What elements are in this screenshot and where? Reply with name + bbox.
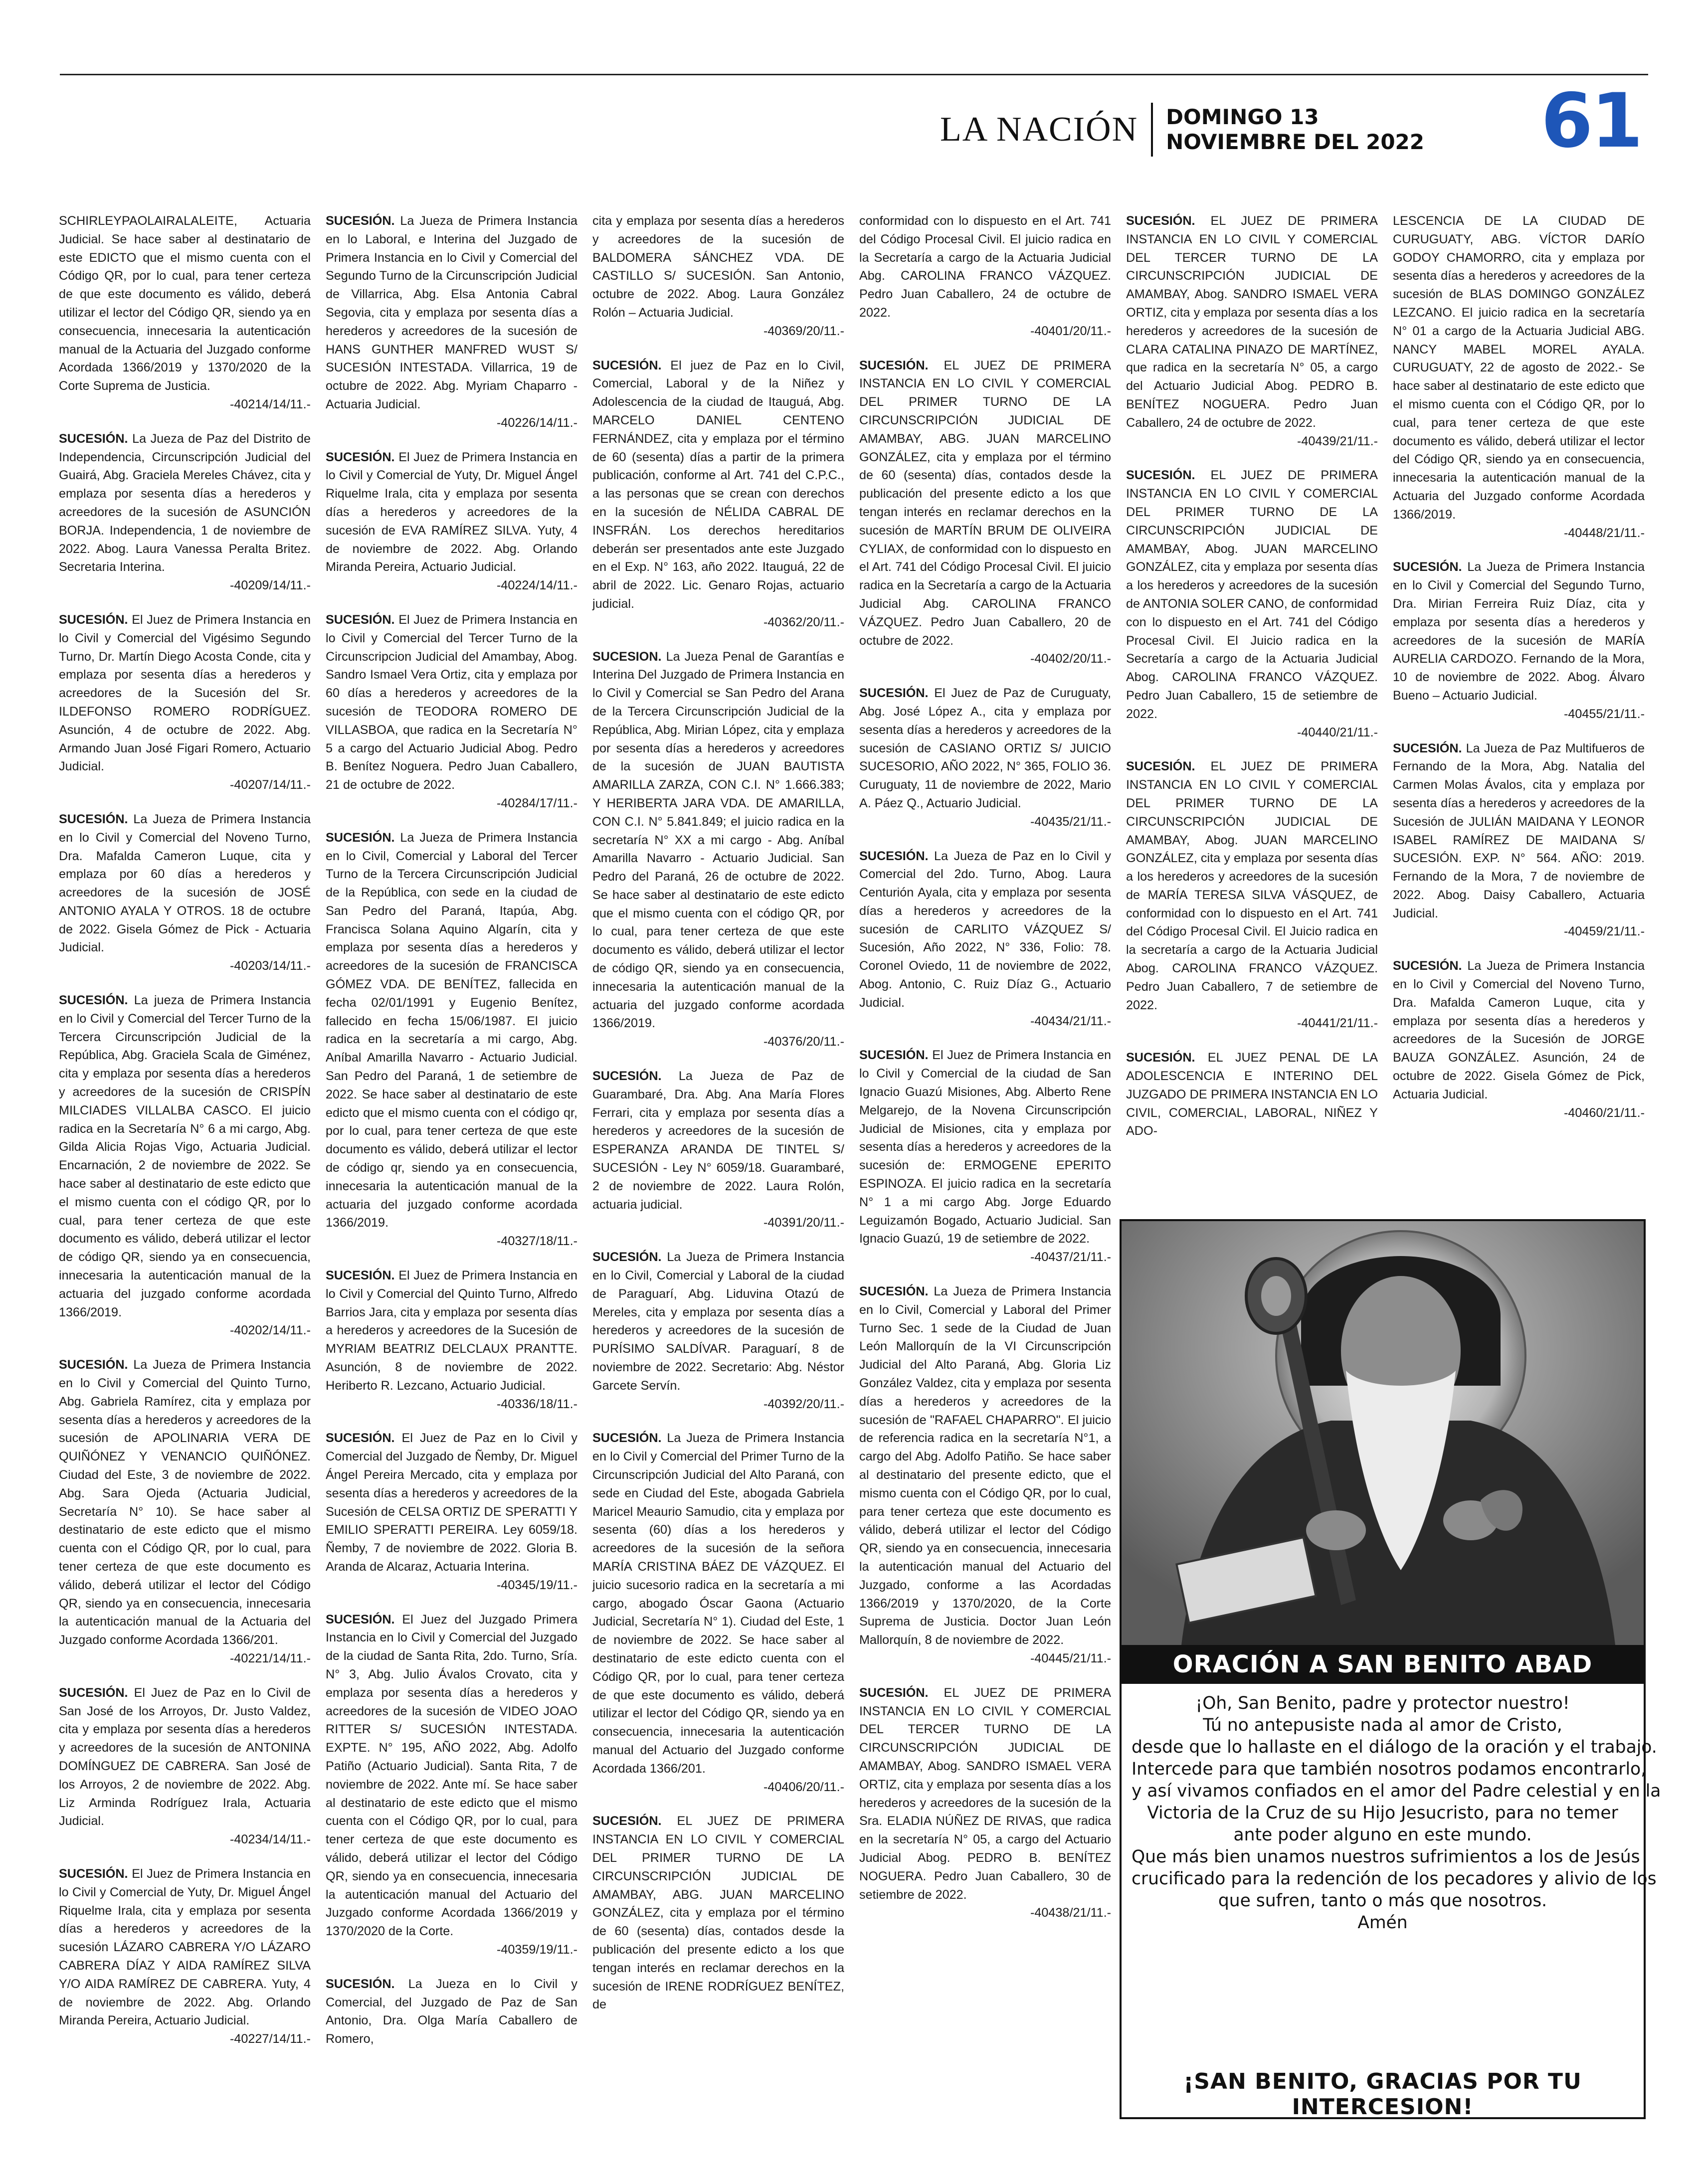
notice-keyword: SUCESIÓN. [592,1069,662,1084]
legal-notice [592,1812,844,2014]
notice-body: La Jueza Penal de Garantías e Interina Del Juzgado de Primera Instancia en lo Civil y Comercial se San Pedro del Arana de la Tercera Circunscripción Judicial de la República, Abg. Mirian López, cita y emplaza por sesenta días a herederos y acreedores de la sucesión de JUAN BAUTISTA AMARILLA ZARZA, CON C.I. N° 1.666.383; Y HERIBERTA JARA VDA. DE AMARILLA, CON C.I. N° 5.841.849; el juicio radica en la secretaría N° XX a mi cargo - Abg. Aníbal Amarilla Navarro - Actuario Judicial. San Pedro del Paraná, 26 de octubre de 2022. Se hace saber al destinatario de este edicto que el mismo cuenta con el código QR, por lo cual, para tener certeza de que este documento es válido, deberá utilizar el lector de código QR, siendo ya en consecuencia, innecesaria la autenticación manual de la actuaria del juzgado conforme acordada 1366/2019. [592,649,844,1031]
notice-body: EL JUEZ DE PRIMERA INSTANCIA EN LO CIVIL Y COMERCIAL DEL TERCER TURNO DE LA CIRCUNSCRIPCIÓN JUDICIAL DE AMAMBAY, Abog. SANDRO ISMAEL VERA ORTIZ, cita y emplaza por sesenta días a los herederos y acreedores de la sucesión de CLARA CATALINA PINAZO DE MARTÍNEZ, que radica en la secretaría N° 05, a cargo del Actuario Judicial Abog. PEDRO B. BENÍTEZ NOGUERA. Pedro Juan Caballero, 24 de octubre de 2022. [1126,214,1378,430]
column-6 [1393,212,1645,1138]
legal-notice [859,684,1111,831]
notice-keyword: SUCESIÓN. [326,214,395,228]
notice-keyword: SUCESIÓN. [859,1284,929,1299]
notice-keyword: SUCESIÓN. [326,1269,395,1283]
notice-body: EL JUEZ PENAL DE LA ADOLESCENCIA E INTERINO DEL JUZGADO DE PRIMERA INSTANCIA EN LO CIVIL, COMERCIAL, LABORAL, NIÑEZ Y ADO- [1126,1051,1378,1138]
notice-body: El Juez de Paz en lo Civil y Comercial del Juzgado de Ñemby, Dr. Miguel Ángel Pereira Mercado, cita y emplaza por sesenta días a herederos y acreedores de la Sucesión de CELSA ORTIZ DE SPERATTI Y EMILIO SPERATTI PEREIRA. Ley 6059/18. Ñemby, 7 de noviembre de 2022. Gloria B. Aranda de Alcaraz, Actuaria Interina. [326,1431,577,1574]
notice-body: EL JUEZ DE PRIMERA INSTANCIA EN LO CIVIL Y COMERCIAL DEL PRIMER TURNO DE LA CIRCUNSCRIPCIÓN JUDICIAL DE AMAMBAY, ABG. JUAN MARCELINO GONZÁLEZ, cita y emplaza por el término de 60 (sesenta) días, contados desde la publicación del presente edicto a los que tengan interés en reclamar derechos en la sucesión de MARTÍN BRUM DE OLIVEIRA CYLIAX, de conformidad con lo dispuesto en el Art. 741 del Código Procesal Civil. El juicio radica en la Secretaría a cargo de la Actuaria Judicial Abg. CAROLINA FRANCO VÁZQUEZ. Pedro Juan Caballero, 20 de octubre de 2022. [859,358,1111,648]
legal-notice [1126,466,1378,741]
notice-reference: -40376/20/11.- [763,1035,844,1049]
notice-reference: -40227/14/11.- [230,2032,311,2046]
legal-notice [59,991,311,1340]
notice-body: El Juez de Primera Instancia en lo Civil y Comercial de Yuty, Dr. Miguel Ángel Riquelme Irala, cita y emplaza por sesenta días a herederos y acreedores de la sucesión LÁZARO CABRERA Y/O LÁZARO CABRERA DÍAZ Y AIDA RAMÍREZ SILVA Y/O AIDA RAMÍREZ DE CABRERA. Yuty, 4 de noviembre de 2022. Abg. Orlando Miranda Pereira, Actuario Judicial. [59,1866,311,2028]
notice-keyword: SUCESIÓN. [859,1048,929,1063]
notice-body: El Juez de Paz de Curuguaty, Abg. José López A., cita y emplaza por sesenta días a herederos y acreedores de la sucesión de CASIANO ORTIZ S/ JUICIO SUCESORIO, AÑO 2022, N° 365, FOLIO 36. Curuguaty, 11 de noviembre de 2022, Mario A. Páez Q., Actuario Judicial. [859,686,1111,810]
notice-body: La Jueza en lo Civil y Comercial, del Juzgado de Paz de San Antonio, Dra. Olga María Caballero de Romero, [326,1977,577,2046]
notice-reference: -40434/21/11.- [1030,1014,1111,1028]
legal-notice [326,611,577,813]
notice-reference: -40214/14/11.- [230,397,311,411]
prayer-title: ORACIÓN A SAN BENITO ABAD [1122,1645,1644,1684]
notice-reference: -40402/20/11.- [1030,652,1111,666]
prayer-line: que sufren, tanto o más que nosotros. [1218,1891,1547,1911]
legal-notice [592,1067,844,1232]
notice-reference: -40459/21/11.- [1564,924,1645,939]
prayer-line: ¡Oh, San Benito, padre y protector nuestro! [1195,1693,1570,1713]
notice-body: cita y emplaza por sesenta días a herederos y acreedores de la sucesión de BALDOMERA SÁNCHEZ VDA. DE CASTILLO S/ SUCESIÓN. San Antonio, octubre de 2022. Abog. Laura González Rolón – Actuaria Judicial. [592,214,844,320]
notice-body: La Jueza de Primera Instancia en lo Laboral, e Interina del Juzgado de Primera Instancia en lo Civil y Comercial del Segundo Turno de la Circunscripción Judicial de Villarrica, Abg. Elsa Antonia Cabral Segovia, cita y emplaza por sesenta días a herederos y acreedores de la sucesión de HANS GUNTHER MANFRED WUST S/ SUCESIÓN INTESTADA. Villarrica, 19 de octubre de 2022. Abg. Myriam Chaparro - Actuaria Judicial. [326,214,577,411]
header-rule [60,74,1648,75]
notice-keyword: SUCESIÓN. [1126,759,1195,774]
notice-keyword: SUCESIÓN. [59,431,128,446]
notice-reference: -40327/18/11.- [497,1234,577,1249]
notice-body: EL JUEZ DE PRIMERA INSTANCIA EN LO CIVIL Y COMERCIAL DEL PRIMER TURNO DE LA CIRCUNSCRIPCIÓN JUDICIAL DE AMAMBAY, Abog. JUAN MARCELINO GONZÁLEZ, cita y emplaza por sesenta días a los herederos y acreedores de la sucesión de MARÍA TERESA SILVA VÁSQUEZ, de conformidad con lo dispuesto en el Art. 741 del Código Procesal Civil. El Juicio radica en la secretaría a cargo de la Actuaria Judicial Abog. CAROLINA FRANCO VÁZQUEZ. Pedro Juan Caballero, 7 de setiembre de 2022. [1126,759,1378,1012]
notice-body: La Jueza de Primera Instancia en lo Civil y Comercial del Noveno Turno, Dra. Mafalda Cameron Luque, cita y emplaza por sesenta días a herederos y acreedores de la Sucesión de JORGE BAUZA GONZÁLEZ. Asunción, 24 de octubre de 2022. Gisela Gómez de Pick, Actuaria Judicial. [1393,959,1645,1101]
notice-reference: -40435/21/11.- [1030,814,1111,829]
notice-reference: -40234/14/11.- [230,1832,311,1847]
legal-notice [59,810,311,975]
notice-reference: -40401/20/11.- [1030,324,1111,338]
notice-reference: -40362/20/11.- [763,615,844,629]
notice-keyword: SUCESIÓN. [326,1977,395,1991]
legal-notice [59,1865,311,2048]
page-number: 61 [1541,78,1641,165]
legal-notice [59,1356,311,1668]
notice-body: SCHIRLEYPAOLAIRALALEITE, Actuaria Judicial. Se hace saber al destinatario de este EDICTO que el mismo cuenta con el Código QR, por lo cual, para tener certeza de que este documento es válido, deberá utilizar el lector del Código QR, siendo ya en consecuencia, innecesaria la autenticación manual de la Actuaria del Juzgado conforme Acordada 1366/2019 y 1370/2020 de la Corte Suprema de Justicia. [59,214,311,393]
notice-reference: -40369/20/11.- [763,324,844,338]
notice-body: El Juez de Primera Instancia en lo Civil y Comercial del Tercer Turno de la Circunscripcion Judicial del Amambay, Abog. Sandro Ismael Vera Ortiz, cita y emplaza por 60 días a herederos y acreedores de la sucesión de TEODORA ROMERO DE VILLASBOA, que radica en la Secretaría N° 5 a cargo del Actuario Judicial Abog. Pedro B. Benítez Noguera. Pedro Juan Caballero, 21 de octubre de 2022. [326,612,577,792]
legal-notice [1126,212,1378,450]
saint-benedict-image [1122,1221,1644,1645]
notice-reference: -40202/14/11.- [230,1323,311,1338]
legal-notice [59,611,311,794]
prayer-line: ante poder alguno en este mundo. [1233,1825,1532,1845]
notice-keyword: SUCESIÓN. [859,849,929,863]
notice-body: EL JUEZ DE PRIMERA INSTANCIA EN LO CIVIL Y COMERCIAL DEL PRIMER TURNO DE LA CIRCUNSCRIPCIÓN JUDICIAL DE AMAMBAY, ABG. JUAN MARCELINO GONZÁLEZ, cita y emplaza por el término de 60 (sesenta) días, contados desde la publicación del presente edicto a los que tengan interés en reclamar derechos en la sucesión de IRENE RODRÍGUEZ BENÍTEZ, de [592,1814,844,2012]
notice-reference: -40336/18/11.- [497,1397,577,1411]
notice-keyword: SUCESIÓN. [859,686,929,701]
notice-reference: -40359/19/11.- [497,1942,577,1957]
notice-reference: -40284/17/11.- [497,796,577,810]
legal-notice [859,847,1111,1031]
legal-notice [1393,957,1645,1122]
notice-reference: -40224/14/11.- [497,578,577,593]
notice-body: La Jueza de Paz de Guarambaré, Dra. Abg. Ana María Flores Ferrari, cita y emplaza por sesenta días a herederos y acreedores de la sucesión de ESPERANZA ARANDA DE TINTEL S/ SUCESIÓN - Ley N° 6059/18. Guarambaré, 2 de noviembre de 2022. Laura Rolón, actuaria judicial. [592,1069,844,1212]
notice-body: La Jueza de Primera Instancia en lo Civil, Comercial y Laboral de la ciudad de Paraguarí, Abg. Liduvina Otazú de Mereles, cita y emplaza por sesenta días a herederos y acreedores de la sucesión de PURÍSIMO SALDÍVAR. Paraguarí, 8 de noviembre de 2022. Secretario: Abg. Néstor Garcete Servín. [592,1250,844,1393]
notice-reference: -40203/14/11.- [230,959,311,973]
prayer-line: Intercede para que también nosotros podamos encontrarlo, [1132,1759,1647,1779]
column-2 [326,212,577,2064]
notice-reference: -40440/21/11.- [1297,725,1378,739]
legal-notice [592,1429,844,1796]
notice-keyword: SUCESIÓN. [59,1866,128,1881]
notice-keyword: SUCESIÓN. [1126,214,1195,228]
notice-keyword: SUCESIÓN. [592,1250,662,1265]
notice-body: El Juez de Primera Instancia en lo Civil y Comercial de la ciudad de San Ignacio Guazú Misiones, Abg. Alberto Rene Melgarejo, de la Novena Circunscripción Judicial de Misiones, cita y emplaza por sesenta días a herederos y acreedores de la sucesión de: ERMOGENE EPERITO ESPINOZA. El juicio radica en la secretaría N° 1 a mi cargo Abg. Jorge Eduardo Leguizamón Bogado, Actuario Judicial. San Ignacio Guazú, 19 de setiembre de 2022. [859,1048,1111,1246]
prayer-line: Tú no antepusiste nada al amor de Cristo, [1203,1715,1562,1735]
masthead-divider [1151,103,1153,157]
notice-body: El Juez del Juzgado Primera Instancia en lo Civil y Comercial del Juzgado de la ciudad de Santa Rita, 2do. Turno, Sría. N° 3, Abg. Julio Ávalos Crovato, cita y emplaza por sesenta días a herederos y acreedores de la sucesión de VIDEO JOAO RITTER S/ SUCESIÓN INTESTADA. EXPTE. N° 195, AÑO 2022, Abg. Adolfo Patiño (Actuario Judicial). Santa Rita, 7 de noviembre de 2022. Ante mí. Se hace saber al destinatario de este edicto que el mismo cuenta con el Código QR, por lo cual, para tener certeza de que este documento es válido, deberá utilizar el lector del Código QR, siendo ya en consecuencia, innecesaria la autenticación manual del Actuario del Juzgado conforme Acordada 1366/2019 y 1370/2020 de la Corte. [326,1612,577,1939]
column-3 [592,212,844,2030]
legal-notice [59,212,311,414]
legal-notice [1393,739,1645,941]
legal-notice [59,430,311,595]
notice-body: El Juez de Primera Instancia en lo Civil y Comercial del Quinto Turno, Alfredo Barrios Jara, cita y emplaza por sesenta días a herederos y acreedores de la Sucesión de MYRIAM BEATRIZ DELCLAUX PRANTTE. Asunción, 8 de noviembre de 2022. Heriberto R. Lezcano, Actuario Judicial. [326,1269,577,1393]
notice-reference: -40439/21/11.- [1297,434,1378,448]
notice-keyword: SUCESIÓN. [1393,741,1462,755]
legal-notice [859,1046,1111,1267]
notice-body: La Jueza de Paz en lo Civil y Comercial del 2do. Turno, Abog. Laura Centurión Ayala, cita y emplaza por sesenta días a herederos y acreedores de la sucesión de CARLITO VÁZQUEZ S/ Sucesión, Año 2022, N° 336, Folio: 78. Coronel Oviedo, 11 de noviembre de 2022, Abog. Antonio, C. Ruiz Díaz G., Actuario Judicial. [859,849,1111,1010]
notice-keyword: SUCESIÓN. [59,812,128,826]
notice-keyword: SUCESIÓN. [859,1685,929,1700]
notice-reference: -40438/21/11.- [1030,1906,1111,1920]
notice-reference: -40406/20/11.- [763,1780,844,1794]
notice-keyword: SUCESION. [592,649,662,664]
legal-notice [592,212,844,341]
prayer-amen: Amén [1357,1913,1408,1933]
legal-notice [326,1611,577,1959]
notice-keyword: SUCESIÓN. [592,358,662,372]
masthead [940,102,1424,157]
legal-notice [1126,1049,1378,1140]
notice-body: LESCENCIA DE LA CIUDAD DE CURUGUATY, ABG. VÍCTOR DARÍO GODOY CHAMORRO, cita y emplaza por sesenta días a herederos y acreedores de la sucesión de BLAS DOMINGO GONZÁLEZ LEZCANO. El juicio radica en la secretaría N° 01 a cargo de la Actuaria Judicial ABG. NANCY MABEL MOREL AYALA. CURUGUATY, 22 de agosto de 2022.- Se hace saber al destinatario de este edicto que el mismo cuenta con el Código QR, por lo cual, para tener certeza de que este documento es válido, deberá utilizar el lector del Código QR, siendo ya en consecuencia, innecesaria la autenticación manual de la Actuaria del Juzgado conforme Acordada 1366/2019. [1393,214,1645,522]
notice-body: La Jueza de Paz del Distrito de Independencia, Circunscripción Judicial del Guairá, Abg. Graciela Mereles Chávez, cita y emplaza por sesenta días a herederos y acreedores de la sucesión de ASUNCIÓN BORJA. Independencia, 1 de noviembre de 2022. Abog. Laura Vanessa Peralta Britez. Secretaria Interina. [59,431,311,574]
prayer-closing: ¡SAN BENITO, GRACIAS POR TU INTERCESION! [1183,2069,1582,2120]
notice-reference: -40441/21/11.- [1297,1016,1378,1031]
notice-body: La Jueza de Primera Instancia en lo Civil y Comercial del Quinto Turno, Abg. Gabriela Ramírez, cita y emplaza por sesenta días a herederos y acreedores de la sucesión de APOLINARIA VERA DE QUIÑÓNEZ Y VENANCIO QUIÑÓNEZ. Ciudad del Este, 3 de noviembre de 2022. Abg. Sara Ojeda (Actuaria Judicial, Secretaría N° 10). Se hace saber al destinatario de este edicto que el mismo cuenta con el Código QR, por lo cual, para tener certeza de que este documento es válido, deberá utilizar el lector del Código QR, siendo ya en consecuencia, innecesaria la autenticación manual de la Actuaria del Juzgado conforme Acordada 1366/201. [59,1358,311,1647]
prayer-line: crucificado para la redención de los pecadores y alivio de los [1132,1869,1657,1889]
notice-reference: -40448/21/11.- [1564,526,1645,540]
legal-notice [326,448,577,595]
notice-keyword: SUCESIÓN. [59,1358,128,1372]
issue-date [1166,105,1424,155]
notice-body: conformidad con lo dispuesto en el Art. 741 del Código Procesal Civil. El juicio radica en la Secretaría a cargo de la Actuaria Judicial Abg. CAROLINA FRANCO VÁZQUEZ. Pedro Juan Caballero, 24 de octubre de 2022. [859,214,1111,320]
legal-notice [1393,558,1645,723]
notice-keyword: SUCESIÓN. [326,450,395,464]
notice-body: EL JUEZ DE PRIMERA INSTANCIA EN LO CIVIL Y COMERCIAL DEL TERCER TURNO DE LA CIRCUNSCRIPCIÓN JUDICIAL DE AMAMBAY, Abog. SANDRO ISMAEL VERA ORTIZ, cita y emplaza por sesenta días a los herederos y acreedores de la sucesión de la Sra. ELADIA NÚÑEZ DE RIVAS, que radica en la secretaría N° 05, a cargo del Actuario Judicial Abog. PEDRO B. BENÍTEZ NOGUERA. Pedro Juan Caballero, 30 de setiembre de 2022. [859,1685,1111,1902]
notice-reference: -40221/14/11.- [230,1651,311,1665]
legal-notice [592,648,844,1052]
notice-body: El Juez de Primera Instancia en lo Civil y Comercial de Yuty, Dr. Miguel Ángel Riquelme Irala, cita y emplaza por sesenta días a herederos y acreedores de la sucesión de EVA RAMÍREZ SILVA. Yuty, 4 de noviembre de 2022. Abg. Orlando Miranda Pereira, Actuario Judicial. [326,450,577,574]
prayer-line: desde que lo hallaste en el diálogo de la oración y el trabajo. [1132,1737,1657,1757]
prayer-line: y así vivamos confiados en el amor del Padre celestial y en la [1132,1781,1661,1801]
column-1 [59,212,311,2064]
notice-body: La Jueza de Primera Instancia en lo Civil y Comercial del Noveno Turno, Dra. Mafalda Cameron Luque, cita y emplaza por 60 días a herederos y acreedores de la sucesión de JOSÉ ANTONIO AYALA Y OTROS. 18 de octubre de 2022. Gisela Gómez de Pick - Actuaria Judicial. [59,812,311,955]
notice-reference: -40345/19/11.- [497,1578,577,1592]
notice-reference: -40445/21/11.- [1030,1651,1111,1665]
notice-body: El juez de Paz en lo Civil, Comercial, Laboral y de la Niñez y Adolescencia de la ciudad de Itauguá, Abg. MARCELO DANIEL CENTENO FERNÁNDEZ, cita y emplaza por el término de 60 (sesenta) días a partir de la primera publicación, conforme al Art. 741 del C.P.C., a las personas que se crean con derechos en la sucesión de NÉLIDA CABRAL DE INSFRÁN. Los derechos hereditarios deberán ser presentados ante este Juzgado en el Exp. N° 163, año 2022. Itauguá, 22 de abril de 2022. Lic. Genaro Rojas, actuario judicial. [592,358,844,611]
notice-reference: -40392/20/11.- [763,1397,844,1411]
notice-keyword: SUCESIÓN. [1393,560,1462,574]
prayer-line: Que más bien unamos nuestros sufrimientos a los de Jesús [1132,1847,1640,1867]
notice-reference: -40207/14/11.- [230,778,311,792]
notice-keyword: SUCESIÓN. [326,612,395,627]
notice-body: El Juez de Primera Instancia en lo Civil y Comercial del Vigésimo Segundo Turno, Dr. Martín Diego Acosta Conde, cita y emplaza por sesenta días a herederos y acreedores de la Sucesión del Sr. ILDEFONSO ROMERO RODRÍGUEZ. Asunción, 4 de octubre de 2022. Abg. Armando Juan José Figari Romero, Actuario Judicial. [59,612,311,774]
notice-body: La Jueza de Primera Instancia en lo Civil, Comercial y Laboral del Tercer Turno de la Tercera Circunscripción Judicial de la República, con sede en la ciudad de San Pedro del Paraná, Itapúa, Abg. Francisca Solana Aquino Algarín, cita y emplaza por sesenta días a herederos y acreedores de la sucesión de FRANCISCA GÓMEZ VDA. DE BENÍTEZ, fallecida en fecha 02/01/1991 y Eugenio Benítez, fallecido en fecha 15/06/1987. El juicio radica en la secretaría a mi cargo, Abg. Aníbal Amarilla Navarro - Actuario Judicial. San Pedro del Paraná, 1 de setiembre de 2022. Se hace saber al destinatario de este edicto que el mismo cuenta con el código qr, por lo cual, para tener certeza de que este documento es válido, deberá utilizar el lector de código qr, siendo ya en consecuencia, innecesaria la autenticación manual de la actuaria del juzgado conforme acordada 1366/2019. [326,830,577,1230]
notice-keyword: SUCESIÓN. [1126,468,1195,483]
notice-keyword: SUCESIÓN. [1126,1051,1195,1065]
notice-reference: -40460/21/11.- [1564,1105,1645,1120]
legal-notice [592,1248,844,1413]
legal-notice [59,1684,311,1849]
notice-body: La Jueza de Primera Instancia en lo Civil y Comercial del Segundo Turno, Dra. Mirian Ferreira Ruiz Díaz, cita y emplaza por sesenta días a herederos y acreedores de la sucesión de MARÍA AURELIA CARDOZO. Fernando de la Mora, 10 de noviembre de 2022. Abog. Álvaro Bueno – Actuario Judicial. [1393,560,1645,703]
legal-notice [326,212,577,432]
column-5 [1126,212,1378,1156]
legal-notice [592,357,844,632]
column-4 [859,212,1111,1938]
legal-notice [326,1975,577,2048]
notice-keyword: SUCESIÓN. [326,1612,395,1627]
notice-reference: -40437/21/11.- [1030,1250,1111,1265]
notice-reference: -40226/14/11.- [497,415,577,430]
notice-reference: -40455/21/11.- [1564,707,1645,721]
notice-keyword: SUCESIÓN. [59,612,128,627]
saint-benedict-illustration [1122,1221,1644,1645]
notice-keyword: SUCESIÓN. [592,1431,662,1446]
issue-date-day: DOMINGO 13 [1166,105,1319,129]
notice-body: El Juez de Paz en lo Civil de San José de los Arroyos, Dr. Justo Valdez, cita y emplaza por sesenta días a herederos y acreedores de la sucesión de ANTONINA DOMÍNGUEZ DE CABRERA. San José de los Arroyos, 2 de noviembre de 2022. Abg. Liz Arminda Rodríguez Irala, Actuaria Judicial. [59,1685,311,1828]
notice-body: La Jueza de Paz Multifueros de Fernando de la Mora, Abg. Natalia del Carmen Molas Ávalos, cita y emplaza por sesenta días a herederos y acreedores de la Sucesión de JULIÁN MAIDANA Y LEONOR ISABEL RAMÍREZ DE MAIDANA S/ SUCESIÓN. EXP. N° 564. AÑO: 2019. Fernando de la Mora, 7 de noviembre de 2022. Abog. Daisy Caballero, Actuaria Judicial. [1393,741,1645,920]
notice-body: La jueza de Primera Instancia en lo Civil y Comercial del Tercer Turno de la Tercera Circunscripción Judicial de la República, Abg. Graciela Scala de Giménez, cita y emplaza por sesenta días a herederos y acreedores de la sucesión de CRISPÍN MILCIADES VILLALBA CASCO. El juicio radica en la Secretaría N° 6 a mi cargo, Abg. Gilda Alicia Rojas Vigo, Actuaria Judicial. Encarnación, 2 de noviembre de 2022. Se hace saber al destinatario de este edicto que el mismo cuenta con el código QR, por lo cual, para tener certeza de que este documento es válido, deberá utilizar el lector de código QR, siendo ya en consecuencia, innecesaria la autenticación manual de la actuaria del juzgado conforme acordada 1366/2019. [59,993,311,1319]
issue-date-month: NOVIEMBRE DEL 2022 [1166,130,1424,154]
legal-notice [1126,757,1378,1033]
notice-body: EL JUEZ DE PRIMERA INSTANCIA EN LO CIVIL Y COMERCIAL DEL PRIMER TURNO DE LA CIRCUNSCRIPCIÓN JUDICIAL DE AMAMBAY, Abog. JUAN MARCELINO GONZÁLEZ, cita y emplaza por sesenta días a los herederos y acreedores de la sucesión de ANTONIA SOLER CANO, de conformidad con lo dispuesto en el Art. 741 del Código Procesal Civil. El Juicio radica en la Secretaría a cargo de la Actuaria Judicial Abog. CAROLINA FRANCO VÁZQUEZ. Pedro Juan Caballero, 15 de setiembre de 2022. [1126,468,1378,721]
legal-notice [326,1429,577,1594]
notice-reference: -40209/14/11.- [230,578,311,593]
prayer-advertisement [1120,1219,1661,2120]
notice-keyword: SUCESIÓN. [59,993,128,1008]
legal-notice [859,212,1111,341]
notice-keyword: SUCESIÓN. [1393,959,1462,973]
prayer-text [1132,1692,1661,1934]
legal-notice [326,829,577,1251]
legal-notice [859,1684,1111,1922]
notice-body: La Jueza de Primera Instancia en lo Civil, Comercial y Laboral del Primer Turno Sec. 1 sede de la Ciudad de Juan León Mallorquín de la VI Circunscripción Judicial del Alto Paraná, Abg. Gloria Liz González Valdez, cita y emplaza por sesenta días a herederos y acreedores de la sucesión de "RAFAEL CHAPARRO". El juicio de referencia radica en la secretaría N°1, a cargo del Abg. Adolfo Patiño. Se hace saber al destinatario del presente edicto, que el mismo cuenta con el Código QR, por lo cual, para tener certeza que este documento es válido, deberá utilizar el lector del Código QR, siendo ya en consecuencia, innecesaria la autenticación manual del Actuario del Juzgado, conforme a las Acordadas 1366/2019 y 1370/2020, de la Corte Suprema de Justicia. Doctor Juan León Mallorquín, 8 de noviembre de 2022. [859,1284,1111,1647]
notice-body: La Jueza de Primera Instancia en lo Civil y Comercial del Primer Turno de la Circunscripción Judicial del Alto Paraná, con sede en Ciudad del Este, abogada Gabriela Maricel Meaurio Samudio, cita y emplaza por sesenta (60) días a los herederos y acreedores de la sucesión de la señora MARÍA CRISTINA BÁEZ DE VÁZQUEZ. El juicio sucesorio radica en la secretaría a mi cargo, abogado Óscar Gaona (Actuario Judicial, Secretaría N° 1). Ciudad del Este, 1 de noviembre de 2022. Se hace saber al destinatario de este edicto cuenta con el Código QR, por lo cual, para tener certeza de que este documento es válido, deberá utilizar el lector del Código QR, siendo ya en consecuencia, innecesaria la autenticación manual del Actuario del Juzgado conforme Acordada 1366/201. [592,1431,844,1776]
notice-keyword: SUCESIÓN. [859,358,929,372]
notice-keyword: SUCESIÓN. [592,1814,662,1828]
legal-notice [326,1267,577,1413]
notice-keyword: SUCESIÓN. [326,830,395,845]
legal-notice [859,1282,1111,1668]
prayer-line: Victoria de la Cruz de su Hijo Jesucristo, para no temer [1147,1803,1618,1823]
notice-keyword: SUCESIÓN. [326,1431,395,1446]
legal-notice [859,357,1111,669]
notice-keyword: SUCESIÓN. [59,1685,128,1700]
legal-notice [1393,212,1645,542]
notice-reference: -40391/20/11.- [763,1216,844,1230]
newspaper-logo: LA NACIÓN [940,110,1139,149]
